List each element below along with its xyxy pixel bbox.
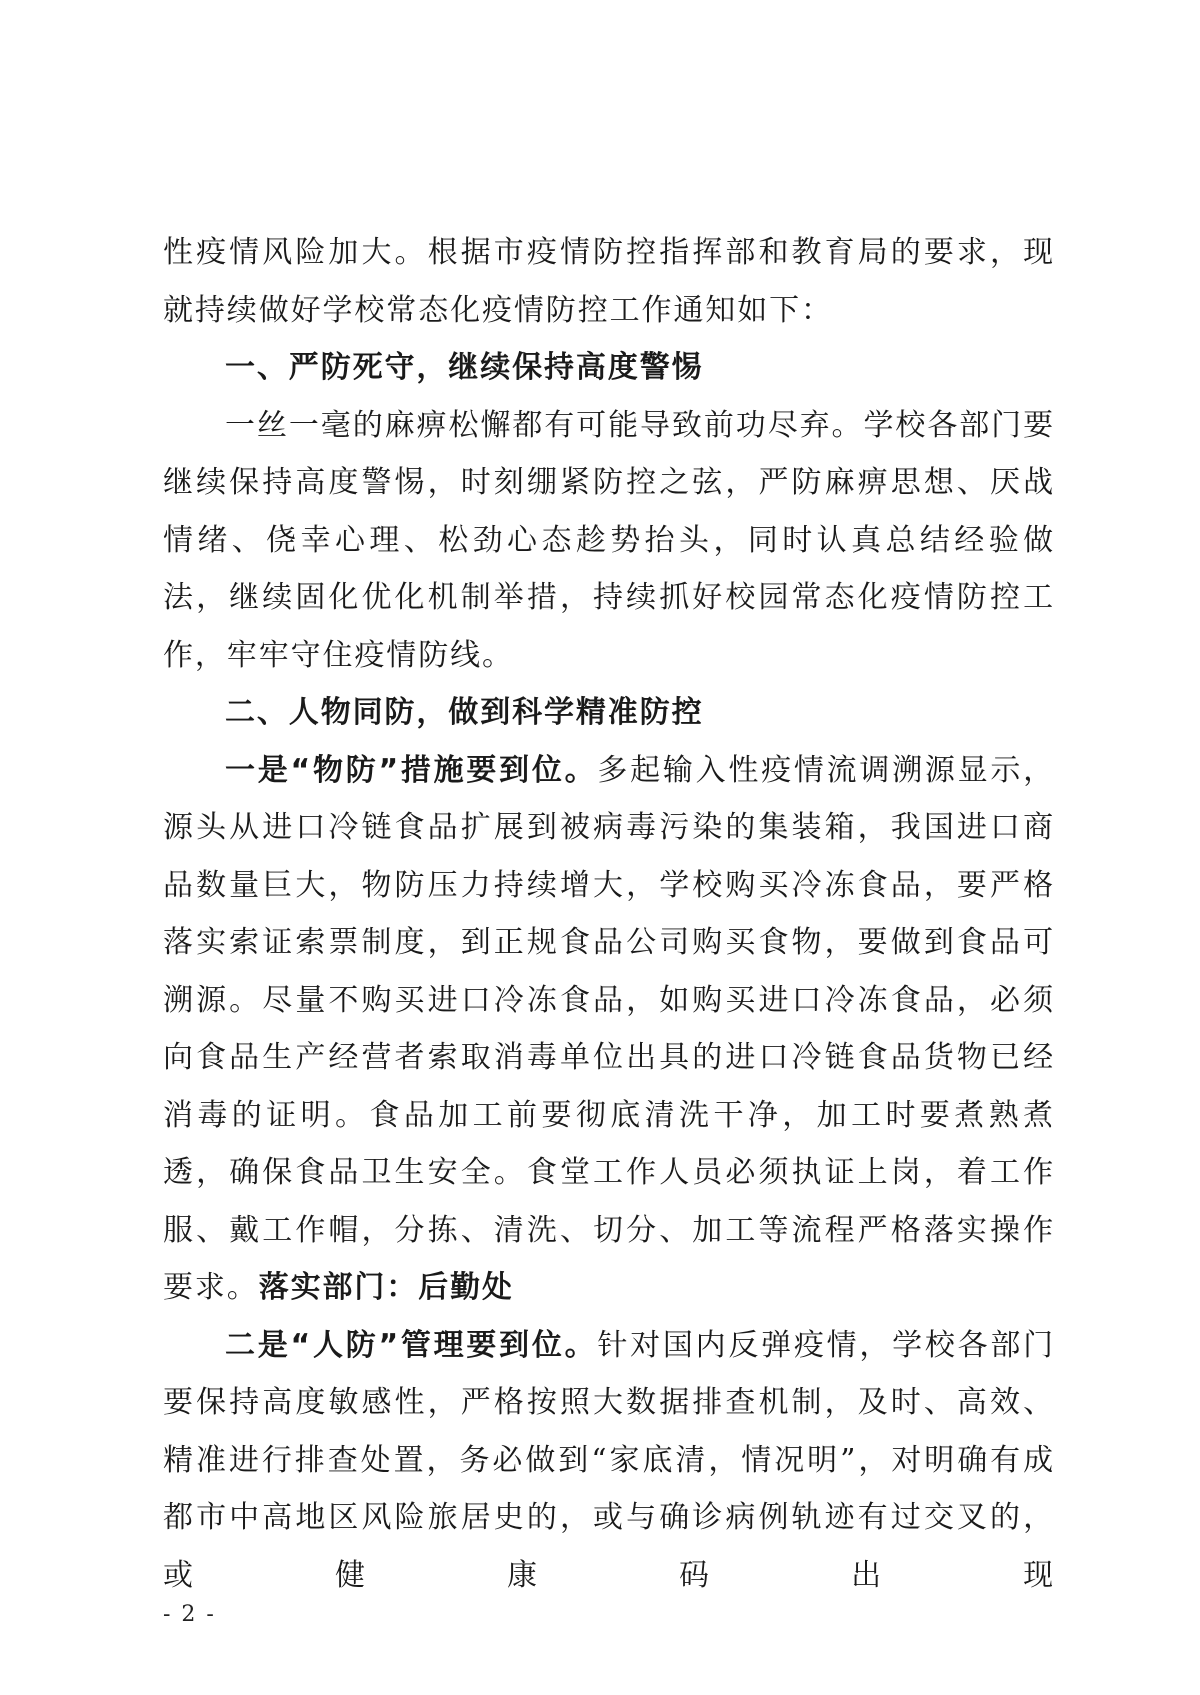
document-body [163, 224, 1055, 1604]
section1-paragraph: 一丝一毫的麻痹松懈都有可能导致前功尽弃。学校各部门要继续保持高度警惕，时刻绷紧防控之弦，严防麻痹思想、厌战情绪、侥幸心理、松劲心态趁势抬头，同时认真总结经验做法，继续固化优化机制举措，持续抓好校园常态化疫情防控工作，牢牢守住疫情防线。 [163, 407, 1055, 673]
item2-lead: 二是“人防”管理要到位。 [225, 1327, 598, 1363]
section2-item2-paragraph [163, 1317, 1055, 1605]
section1-heading: 一、严防死守，继续保持高度警惕 [225, 350, 704, 385]
item1-text: 多起输入性疫情流调溯源显示，源头从进口冷链食品扩展到被病毒污染的集装箱，我国进口商品数量巨大，物防压力持续增大，学校购买冷冻食品，要严格落实索证索票制度，到正规食品公司购买食物，要做到食品可溯源。尽量不购买进口冷冻食品，如购买进口冷冻食品，必须向食品生产经营者索取消毒单位出具的进口冷链食品货物已经消毒的证明。食品加工前要彻底清洗干净，加工时要煮熟煮透，确保食品卫生安全。食堂工作人员必须执证上岗，着工作服、戴工作帽，分拣、清洗、切分、加工等流程严格落实操作要求。 [163, 752, 1055, 1305]
section2-heading: 二、人物同防，做到科学精准防控 [225, 695, 704, 730]
section2-item1-paragraph [163, 742, 1055, 1317]
item1-dept: 落实部门：后勤处 [258, 1270, 514, 1305]
item1-lead: 一是“物防”措施要到位。 [225, 752, 598, 788]
intro-paragraph: 性疫情风险加大。根据市疫情防控指挥部和教育局的要求，现就持续做好学校常态化疫情防控工作通知如下： [163, 235, 1055, 328]
page-number: - 2 - [163, 1602, 216, 1627]
item2-text: 针对国内反弹疫情，学校各部门要保持高度敏感性，严格按照大数据排查机制，及时、高效、精准进行排查处置，务必做到“家底清，情况明”，对明确有成都市中高地区风险旅居史的，或与确诊病例轨迹有过交叉的，或健康码出现 [163, 1327, 1055, 1593]
